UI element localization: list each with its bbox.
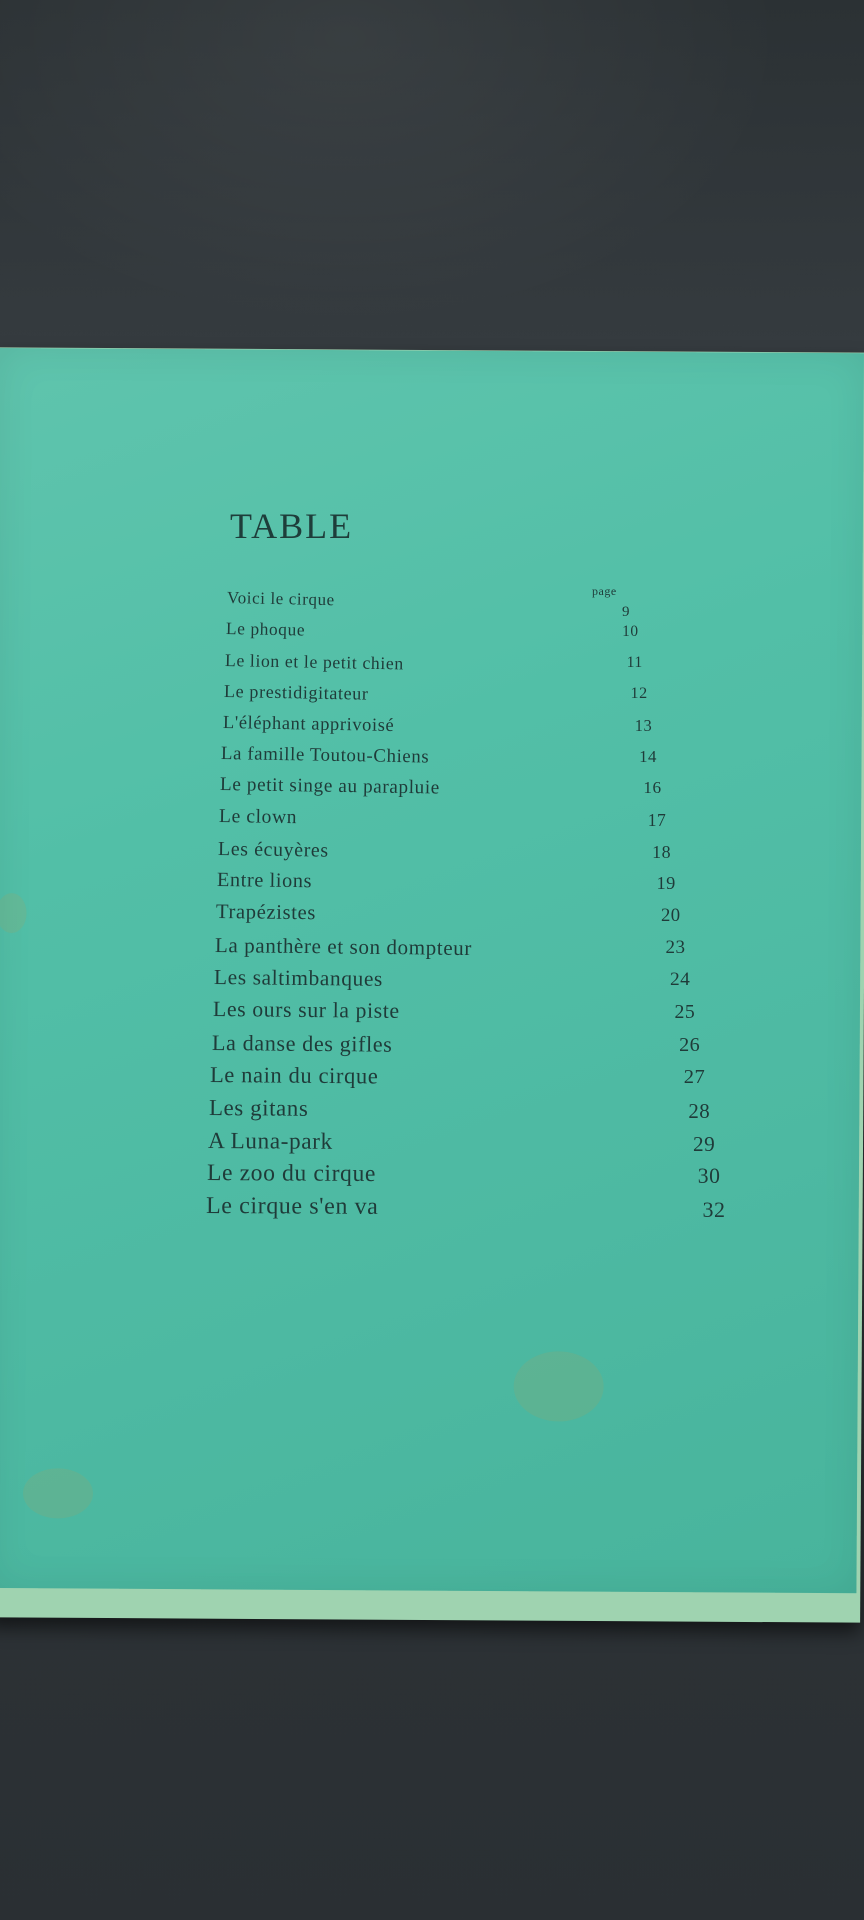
toc-entry-title: La danse des gifles bbox=[211, 1029, 393, 1057]
page-stain bbox=[513, 1351, 603, 1422]
toc-entry-page: 16 bbox=[643, 778, 662, 798]
toc-entry-page: 29 bbox=[693, 1131, 716, 1156]
toc-entry-title: La panthère et son dompteur bbox=[214, 933, 472, 961]
toc-entry-title: A Luna-park bbox=[208, 1127, 334, 1155]
toc-entry-title: Entre lions bbox=[216, 869, 313, 893]
toc-entry-page: 13 bbox=[634, 715, 653, 735]
toc-entry-page: 32 bbox=[702, 1197, 726, 1223]
toc-entry-page: 17 bbox=[647, 809, 667, 830]
toc-entry-page: 12 bbox=[630, 684, 648, 702]
toc-entry-page: 26 bbox=[679, 1033, 701, 1056]
toc-entry-title: Le phoque bbox=[225, 618, 306, 640]
toc-entry-title: Les écuyères bbox=[218, 837, 330, 862]
toc-entry-title: Le cirque s'en va bbox=[205, 1193, 379, 1221]
toc-entry-page: 9 bbox=[622, 604, 630, 620]
page-stain bbox=[23, 1468, 93, 1518]
toc-entry-page: 19 bbox=[656, 873, 676, 894]
toc-entry-page: 30 bbox=[697, 1164, 721, 1189]
toc-title: TABLE bbox=[230, 506, 354, 546]
toc-entry-page: 18 bbox=[652, 841, 672, 862]
toc-entry-title: Le clown bbox=[219, 805, 298, 829]
toc-entry-title: Les saltimbanques bbox=[213, 965, 383, 992]
book-page bbox=[0, 348, 864, 1593]
toc-entry-page: 23 bbox=[665, 937, 686, 959]
toc-entry-title: La famille Toutou-Chiens bbox=[221, 743, 430, 768]
toc-entry-page: 25 bbox=[674, 1001, 696, 1024]
toc-entry-title: Le prestidigitateur bbox=[223, 680, 369, 704]
toc-entry-title: Voici le cirque bbox=[226, 588, 336, 610]
toc-entry-title: L'éléphant apprivoisé bbox=[222, 711, 395, 735]
toc-entry-title: Le lion et le petit chien bbox=[224, 649, 404, 674]
toc-entry-page: 10 bbox=[622, 622, 639, 640]
toc-entry-page: 28 bbox=[688, 1098, 711, 1123]
table-surface bbox=[0, 0, 864, 380]
page-column-header: page bbox=[592, 584, 617, 598]
toc-entry-title: Les gitans bbox=[209, 1094, 309, 1121]
toc-entry-page: 11 bbox=[626, 653, 643, 671]
toc-entry-page: 20 bbox=[660, 905, 681, 927]
toc-entry-page: 24 bbox=[669, 969, 691, 991]
toc-entry-page: 27 bbox=[683, 1066, 706, 1089]
toc-entry-title: Le petit singe au parapluie bbox=[220, 774, 441, 799]
toc-entry-title: Trapézistes bbox=[215, 901, 317, 925]
page-stain bbox=[0, 893, 27, 933]
toc-entry-title: Les ours sur la piste bbox=[212, 997, 400, 1024]
toc-entry-title: Le zoo du cirque bbox=[207, 1160, 377, 1188]
toc-entry-page: 14 bbox=[639, 747, 657, 767]
toc-entry-title: Le nain du cirque bbox=[210, 1062, 379, 1089]
